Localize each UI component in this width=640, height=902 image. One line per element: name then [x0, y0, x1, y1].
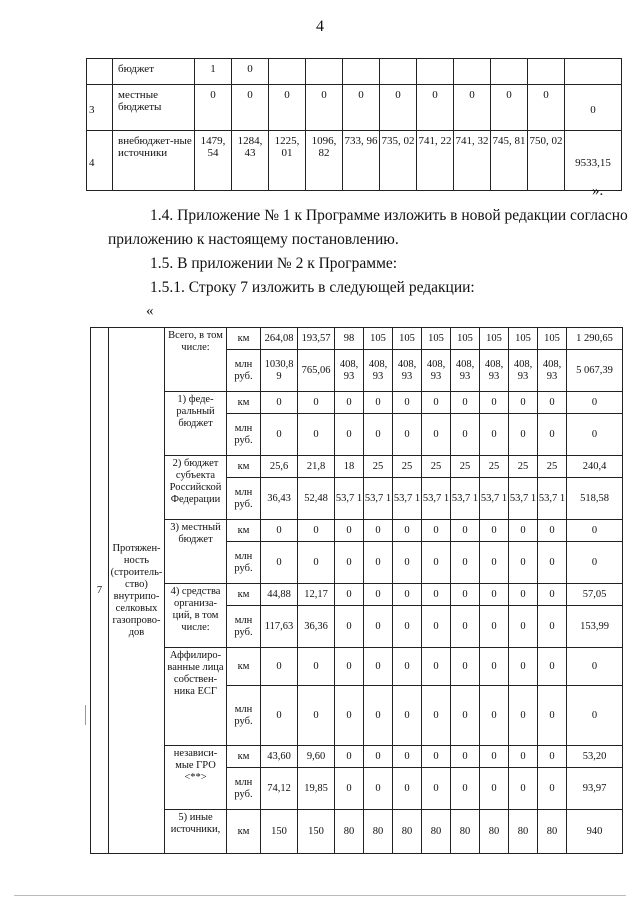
- value-cell: 0: [509, 542, 538, 584]
- value-cell: 0: [538, 520, 567, 542]
- table-cell: 750, 02: [528, 131, 565, 191]
- value-cell: 0: [393, 768, 422, 810]
- table-cell: [269, 59, 306, 85]
- value-cell: 0: [451, 392, 480, 414]
- row-label: местные бюджеты: [113, 85, 195, 131]
- value-cell: 0: [364, 414, 393, 456]
- value-cell: 0: [538, 584, 567, 606]
- row-label: внебюджет-ные источники: [113, 131, 195, 191]
- value-cell: 25: [451, 456, 480, 478]
- total-cell: 0: [567, 392, 623, 414]
- value-cell: 80: [364, 810, 393, 854]
- total-cell: 0: [567, 648, 623, 686]
- unit-cell: млн руб.: [227, 542, 261, 584]
- row-number: 7: [91, 328, 109, 854]
- value-cell: 0: [298, 392, 335, 414]
- value-cell: 53,7 1: [480, 478, 509, 520]
- funding-source-label: независи-мые ГРО <**>: [165, 746, 227, 810]
- value-cell: 0: [261, 542, 298, 584]
- value-cell: 0: [364, 686, 393, 746]
- total-cell: 940: [567, 810, 623, 854]
- value-cell: 150: [261, 810, 298, 854]
- value-cell: 0: [509, 686, 538, 746]
- unit-cell: км: [227, 456, 261, 478]
- row-label: бюджет: [113, 59, 195, 85]
- value-cell: 408, 93: [509, 350, 538, 392]
- table-row: [91, 520, 623, 542]
- value-cell: 36,43: [261, 478, 298, 520]
- value-cell: 53,7 1: [393, 478, 422, 520]
- value-cell: 0: [480, 648, 509, 686]
- value-cell: 150: [298, 810, 335, 854]
- value-cell: 12,17: [298, 584, 335, 606]
- value-cell: 1030,8 9: [261, 350, 298, 392]
- paragraph-1-5-1: 1.5.1. Строку 7 изложить в следующей редакции:: [150, 279, 475, 296]
- table-cell: 1225, 01: [269, 131, 306, 191]
- value-cell: 53,7 1: [335, 478, 364, 520]
- value-cell: 0: [451, 542, 480, 584]
- paragraph-1-4-continued: приложению к настоящему постановлению.: [108, 231, 399, 248]
- table-cell: 1096, 82: [306, 131, 343, 191]
- opening-quote: «: [146, 303, 154, 319]
- value-cell: 0: [509, 392, 538, 414]
- row-number: 3: [87, 85, 113, 131]
- value-cell: 0: [393, 392, 422, 414]
- table-cell: 733, 96: [343, 131, 380, 191]
- table-cell: 0: [454, 85, 491, 131]
- table-cell: 741, 22: [417, 131, 454, 191]
- total-cell: 0: [567, 542, 623, 584]
- value-cell: 53,7 1: [509, 478, 538, 520]
- value-cell: 0: [335, 606, 364, 648]
- value-cell: 0: [335, 392, 364, 414]
- value-cell: 0: [364, 606, 393, 648]
- value-cell: 0: [335, 542, 364, 584]
- table-cell: 0: [232, 85, 269, 131]
- funding-source-label: 2) бюджет субъекта Российской Федерации: [165, 456, 227, 520]
- paragraph-1-5: 1.5. В приложении № 2 к Программе:: [150, 255, 398, 272]
- total-cell: 0: [567, 520, 623, 542]
- value-cell: 0: [451, 768, 480, 810]
- table-row: [91, 456, 623, 478]
- table-cell: [380, 59, 417, 85]
- unit-cell: млн руб.: [227, 350, 261, 392]
- table-cell: 0: [343, 85, 380, 131]
- unit-cell: млн руб.: [227, 478, 261, 520]
- value-cell: 0: [393, 414, 422, 456]
- value-cell: 0: [509, 414, 538, 456]
- value-cell: 25: [364, 456, 393, 478]
- value-cell: 0: [480, 768, 509, 810]
- page-bottom-edge: [14, 895, 626, 896]
- margin-mark: [85, 705, 86, 725]
- value-cell: 0: [451, 520, 480, 542]
- value-cell: 0: [422, 768, 451, 810]
- value-cell: 74,12: [261, 768, 298, 810]
- value-cell: 0: [364, 542, 393, 584]
- table-cell: 0: [269, 85, 306, 131]
- value-cell: 0: [364, 746, 393, 768]
- table-cell: 0: [491, 85, 528, 131]
- value-cell: 0: [538, 606, 567, 648]
- value-cell: 0: [451, 606, 480, 648]
- value-cell: 43,60: [261, 746, 298, 768]
- value-cell: 408, 93: [480, 350, 509, 392]
- unit-cell: км: [227, 584, 261, 606]
- value-cell: 0: [480, 606, 509, 648]
- value-cell: 0: [451, 686, 480, 746]
- value-cell: 80: [393, 810, 422, 854]
- value-cell: 408, 93: [422, 350, 451, 392]
- table-cell: [528, 59, 565, 85]
- value-cell: 0: [480, 584, 509, 606]
- total-cell: 5 067,39: [567, 350, 623, 392]
- table-cell: [454, 59, 491, 85]
- table-row: [87, 85, 622, 131]
- table-row: [91, 746, 623, 768]
- total-cell: 53,20: [567, 746, 623, 768]
- value-cell: 25,6: [261, 456, 298, 478]
- value-cell: 0: [364, 520, 393, 542]
- value-cell: 0: [538, 768, 567, 810]
- value-cell: 408, 93: [393, 350, 422, 392]
- value-cell: 0: [480, 414, 509, 456]
- closing-quote: ».: [592, 183, 604, 199]
- value-cell: 117,63: [261, 606, 298, 648]
- table-cell: 0: [565, 85, 622, 131]
- total-cell: 0: [567, 414, 623, 456]
- value-cell: 80: [451, 810, 480, 854]
- funding-source-label: 1) феде-ральный бюджет: [165, 392, 227, 456]
- budget-sources-table-fragment: [86, 58, 622, 191]
- value-cell: 0: [298, 686, 335, 746]
- value-cell: 0: [538, 746, 567, 768]
- unit-cell: км: [227, 520, 261, 542]
- value-cell: 0: [261, 414, 298, 456]
- value-cell: 0: [509, 768, 538, 810]
- value-cell: 80: [538, 810, 567, 854]
- row-number: [87, 59, 113, 85]
- value-cell: 0: [422, 606, 451, 648]
- table-row: [91, 392, 623, 414]
- value-cell: 264,08: [261, 328, 298, 350]
- value-cell: 53,7 1: [538, 478, 567, 520]
- value-cell: 0: [538, 648, 567, 686]
- table-cell: 0: [528, 85, 565, 131]
- value-cell: 0: [422, 584, 451, 606]
- value-cell: 0: [298, 520, 335, 542]
- total-cell: 518,58: [567, 478, 623, 520]
- value-cell: 0: [298, 648, 335, 686]
- value-cell: 0: [509, 746, 538, 768]
- value-cell: 765,06: [298, 350, 335, 392]
- value-cell: 408, 93: [364, 350, 393, 392]
- value-cell: 105: [393, 328, 422, 350]
- value-cell: 0: [335, 768, 364, 810]
- value-cell: 44,88: [261, 584, 298, 606]
- value-cell: 0: [393, 686, 422, 746]
- value-cell: 0: [480, 542, 509, 584]
- indicator-name: Протяжен-ность (строитель-ство) внутрипо-селковых газопрово-дов: [109, 328, 165, 854]
- value-cell: 0: [422, 746, 451, 768]
- value-cell: 80: [335, 810, 364, 854]
- unit-cell: млн руб.: [227, 768, 261, 810]
- unit-cell: км: [227, 810, 261, 854]
- table-cell: 0: [417, 85, 454, 131]
- value-cell: 53,7 1: [451, 478, 480, 520]
- unit-cell: км: [227, 328, 261, 350]
- value-cell: 0: [364, 584, 393, 606]
- value-cell: 0: [509, 584, 538, 606]
- funding-source-label: 5) иные источники,: [165, 810, 227, 854]
- value-cell: 0: [538, 686, 567, 746]
- table-cell: 741, 32: [454, 131, 491, 191]
- value-cell: 25: [538, 456, 567, 478]
- value-cell: 105: [538, 328, 567, 350]
- value-cell: 0: [393, 542, 422, 584]
- value-cell: 53,7 1: [364, 478, 393, 520]
- value-cell: 0: [364, 768, 393, 810]
- value-cell: 408, 93: [451, 350, 480, 392]
- unit-cell: км: [227, 746, 261, 768]
- value-cell: 19,85: [298, 768, 335, 810]
- value-cell: 0: [451, 584, 480, 606]
- value-cell: 0: [538, 392, 567, 414]
- value-cell: 0: [335, 746, 364, 768]
- value-cell: 0: [298, 414, 335, 456]
- unit-cell: км: [227, 392, 261, 414]
- value-cell: 0: [451, 414, 480, 456]
- table-cell: 1: [195, 59, 232, 85]
- funding-source-label: Аффилиро-ванные лица собствен-ника ЕСГ: [165, 648, 227, 746]
- value-cell: 0: [393, 746, 422, 768]
- table-cell: 0: [306, 85, 343, 131]
- paragraph-1-4: 1.4. Приложение № 1 к Программе изложить в новой редакции согласно: [150, 207, 628, 224]
- unit-cell: км: [227, 648, 261, 686]
- value-cell: 0: [261, 392, 298, 414]
- value-cell: 0: [480, 686, 509, 746]
- total-cell: 1 290,65: [567, 328, 623, 350]
- value-cell: 9,60: [298, 746, 335, 768]
- value-cell: 0: [393, 584, 422, 606]
- value-cell: 53,7 1: [422, 478, 451, 520]
- table-cell: 0: [195, 85, 232, 131]
- value-cell: 52,48: [298, 478, 335, 520]
- value-cell: 105: [422, 328, 451, 350]
- value-cell: 25: [422, 456, 451, 478]
- table-row: [91, 584, 623, 606]
- page-number: 4: [316, 18, 324, 35]
- value-cell: 0: [335, 648, 364, 686]
- table-cell: 0: [380, 85, 417, 131]
- value-cell: 25: [393, 456, 422, 478]
- value-cell: 105: [509, 328, 538, 350]
- value-cell: 0: [422, 414, 451, 456]
- table-cell: 9533,15: [565, 131, 622, 191]
- value-cell: 98: [335, 328, 364, 350]
- value-cell: 0: [261, 648, 298, 686]
- table-cell: [565, 59, 622, 85]
- value-cell: 36,36: [298, 606, 335, 648]
- unit-cell: млн руб.: [227, 414, 261, 456]
- value-cell: 193,57: [298, 328, 335, 350]
- total-cell: 57,05: [567, 584, 623, 606]
- total-cell: 0: [567, 686, 623, 746]
- value-cell: 105: [480, 328, 509, 350]
- table-row: [91, 328, 623, 350]
- value-cell: 0: [335, 414, 364, 456]
- value-cell: 0: [538, 542, 567, 584]
- value-cell: 0: [261, 520, 298, 542]
- table-cell: [343, 59, 380, 85]
- value-cell: 0: [422, 542, 451, 584]
- table-row: [91, 648, 623, 686]
- funding-source-label: Всего, в том числе:: [165, 328, 227, 392]
- value-cell: 408, 93: [335, 350, 364, 392]
- value-cell: 0: [422, 686, 451, 746]
- value-cell: 408, 93: [538, 350, 567, 392]
- value-cell: 0: [422, 648, 451, 686]
- total-cell: 153,99: [567, 606, 623, 648]
- funding-source-label: 3) местный бюджет: [165, 520, 227, 584]
- table-cell: 0: [232, 59, 269, 85]
- table-cell: 1284, 43: [232, 131, 269, 191]
- value-cell: 0: [393, 520, 422, 542]
- value-cell: 105: [364, 328, 393, 350]
- value-cell: 21,8: [298, 456, 335, 478]
- value-cell: 80: [509, 810, 538, 854]
- value-cell: 0: [335, 686, 364, 746]
- value-cell: 25: [480, 456, 509, 478]
- program-row-7-table: [90, 327, 623, 854]
- value-cell: 0: [298, 542, 335, 584]
- value-cell: 18: [335, 456, 364, 478]
- table-row: [87, 59, 622, 85]
- value-cell: 0: [509, 606, 538, 648]
- table-cell: [491, 59, 528, 85]
- table-cell: [306, 59, 343, 85]
- value-cell: 0: [364, 648, 393, 686]
- value-cell: 0: [422, 520, 451, 542]
- value-cell: 80: [480, 810, 509, 854]
- total-cell: 93,97: [567, 768, 623, 810]
- value-cell: 0: [393, 648, 422, 686]
- unit-cell: млн руб.: [227, 686, 261, 746]
- value-cell: 80: [422, 810, 451, 854]
- value-cell: 0: [393, 606, 422, 648]
- value-cell: 0: [261, 686, 298, 746]
- value-cell: 0: [335, 520, 364, 542]
- table-cell: 745, 81: [491, 131, 528, 191]
- value-cell: 0: [451, 648, 480, 686]
- value-cell: 0: [538, 414, 567, 456]
- total-cell: 240,4: [567, 456, 623, 478]
- table-cell: 1479, 54: [195, 131, 232, 191]
- unit-cell: млн руб.: [227, 606, 261, 648]
- value-cell: 0: [451, 746, 480, 768]
- value-cell: 0: [364, 392, 393, 414]
- table-row: [91, 810, 623, 854]
- row-number: 4: [87, 131, 113, 191]
- value-cell: 0: [480, 392, 509, 414]
- value-cell: 0: [422, 392, 451, 414]
- value-cell: 0: [480, 520, 509, 542]
- table-row: [87, 131, 622, 191]
- funding-source-label: 4) средства организа-ций, в том числе:: [165, 584, 227, 648]
- value-cell: 0: [509, 520, 538, 542]
- value-cell: 25: [509, 456, 538, 478]
- value-cell: 0: [335, 584, 364, 606]
- table-cell: [417, 59, 454, 85]
- value-cell: 0: [509, 648, 538, 686]
- table-cell: 735, 02: [380, 131, 417, 191]
- value-cell: 105: [451, 328, 480, 350]
- value-cell: 0: [480, 746, 509, 768]
